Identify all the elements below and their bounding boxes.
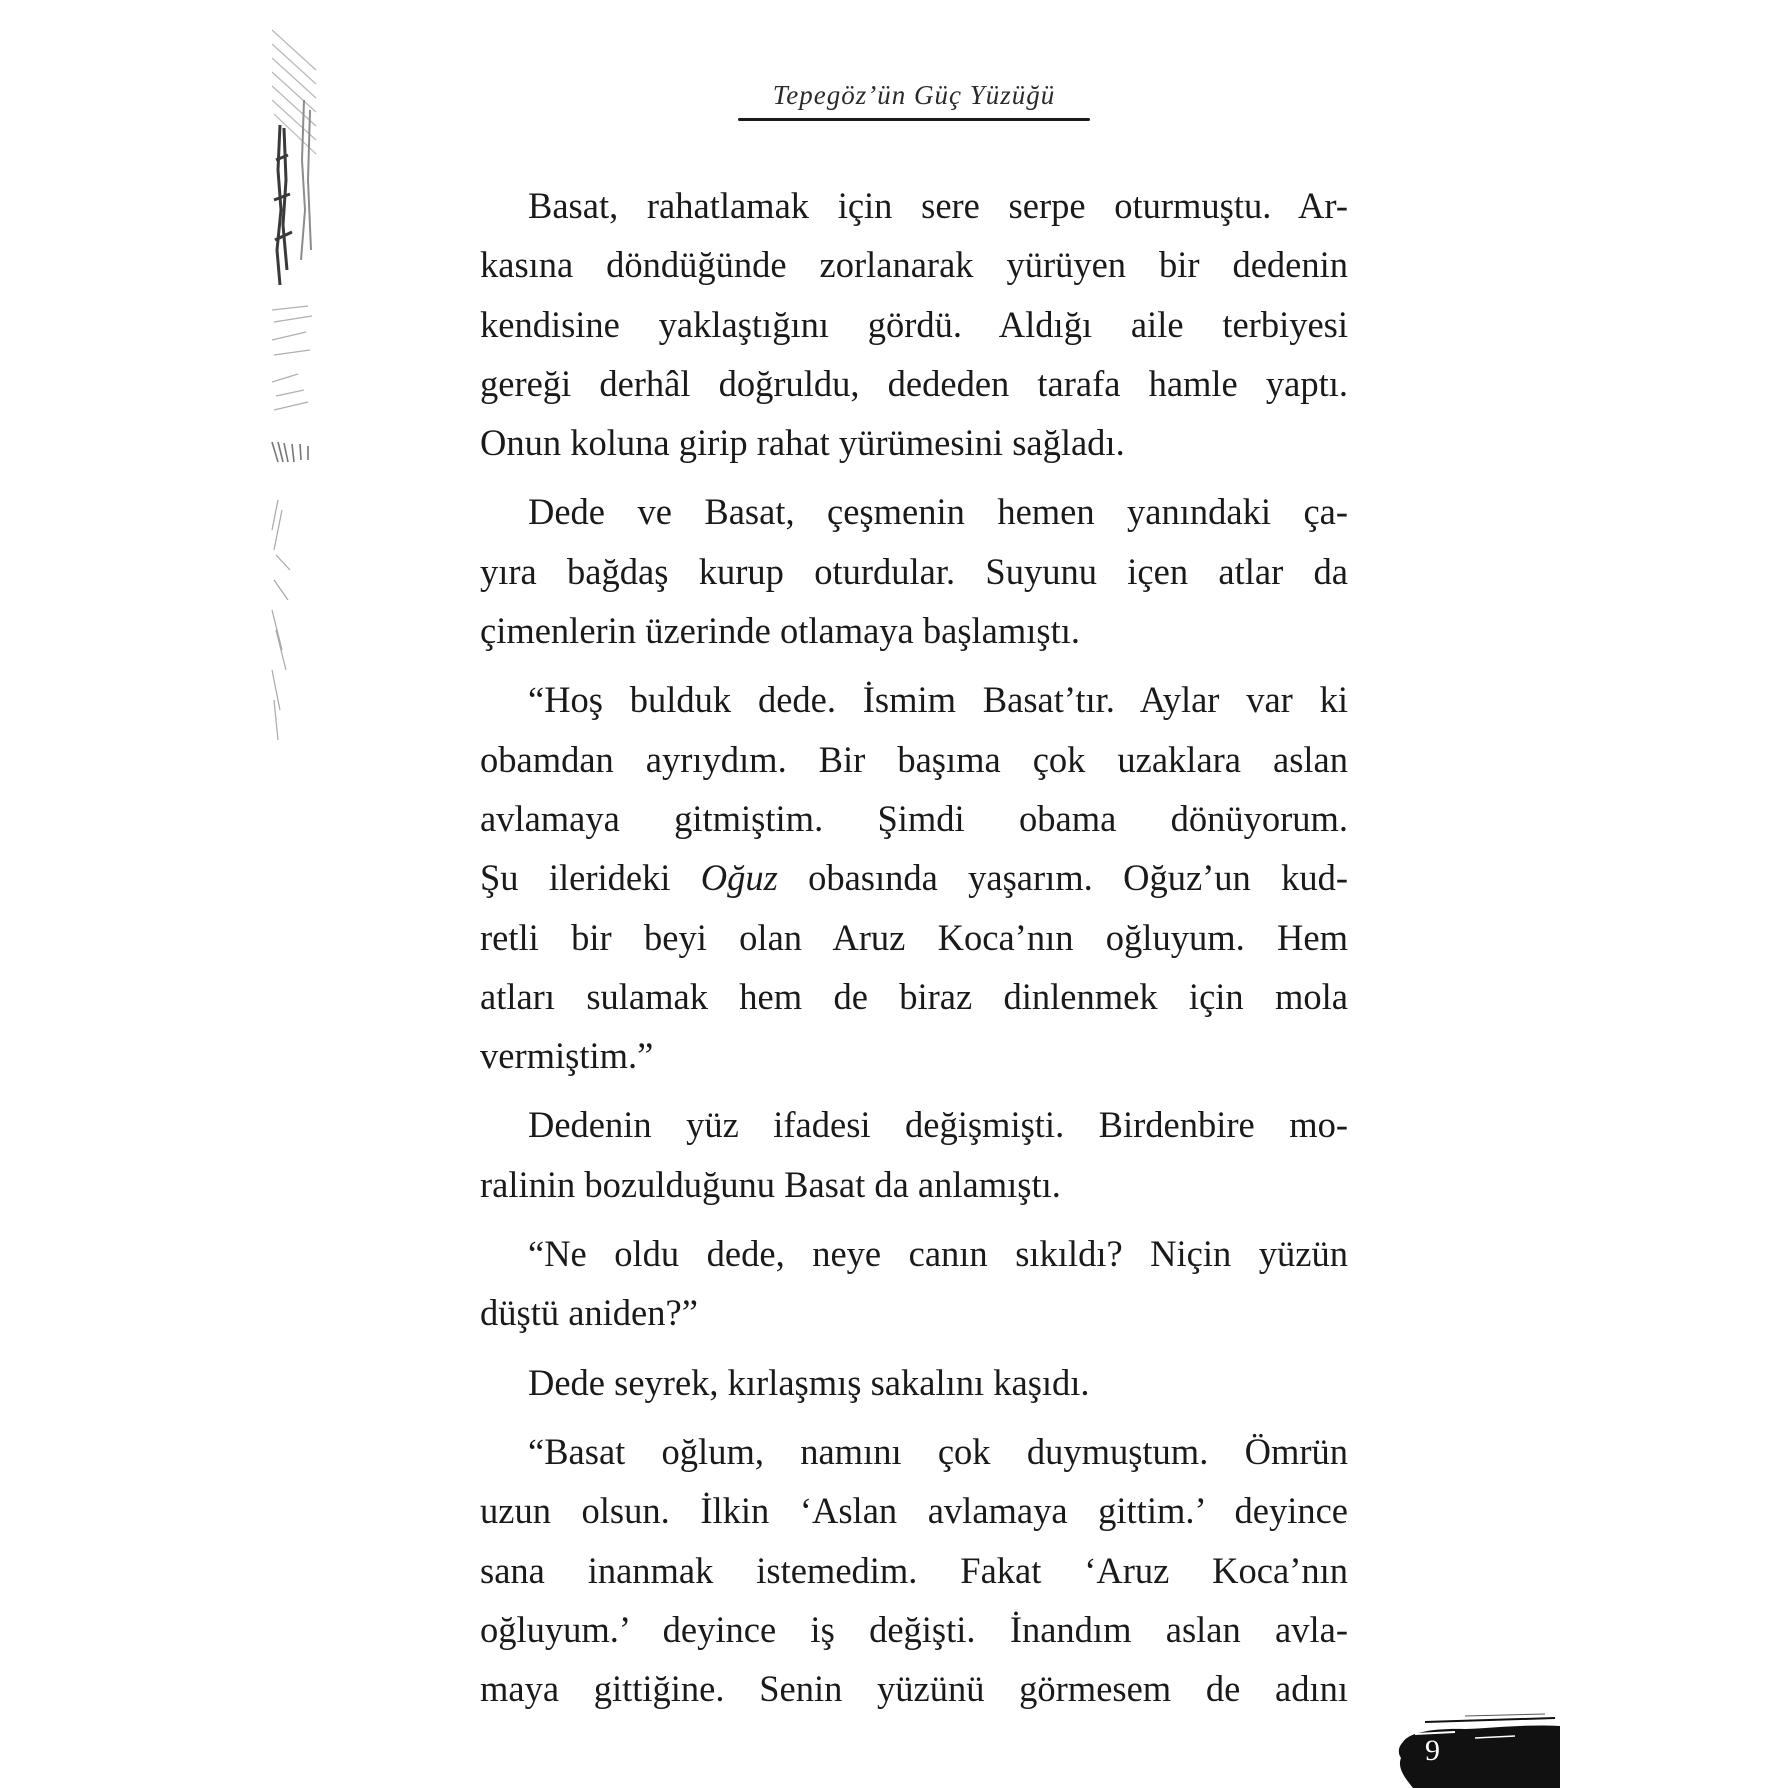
italic-term: Oğuz bbox=[700, 857, 778, 899]
paragraph bbox=[480, 1095, 1348, 1214]
text-line: oğluyum.’ deyince iş değişti. İnandım aslan avla- bbox=[480, 1608, 1348, 1650]
text-line: obamdan ayrıydım. Bir başıma çok uzaklara aslan bbox=[480, 738, 1348, 780]
text-line: kasına döndüğünde zorlanarak yürüyen bir dedenin bbox=[480, 244, 1348, 286]
text-line: Onun koluna girip rahat yürümesini sağladı. bbox=[480, 422, 1125, 464]
text-line: düştü aniden?” bbox=[480, 1292, 698, 1334]
running-head-rule bbox=[738, 118, 1090, 121]
paragraph bbox=[480, 482, 1348, 660]
text-line: sana inanmak istemedim. Fakat ‘Aruz Koca’nın bbox=[480, 1549, 1348, 1591]
text-line: Dedenin yüz ifadesi değişmişti. Birdenbire mo- bbox=[528, 1104, 1348, 1146]
paragraph bbox=[480, 176, 1348, 472]
paragraph bbox=[480, 1224, 1348, 1343]
text-line: atları sulamak hem de biraz dinlenmek için mola bbox=[480, 975, 1348, 1017]
text-line: “Hoş bulduk dede. İsmim Basat’tır. Aylar var ki bbox=[528, 679, 1348, 721]
text-line: çimenlerin üzerinde otlamaya başlamıştı. bbox=[480, 610, 1081, 652]
paragraph bbox=[480, 670, 1348, 1085]
margin-sketch-illustration bbox=[268, 10, 320, 750]
page-number: 9 bbox=[1425, 1734, 1440, 1767]
text-line: Şu ilerideki Oğuz obasında yaşarım. Oğuz’un kud- bbox=[480, 857, 1348, 899]
text-line: Basat, rahatlamak için sere serpe oturmuştu. Ar- bbox=[528, 185, 1348, 226]
text-line: “Ne oldu dede, neye canın sıkıldı? Niçin yüzün bbox=[528, 1233, 1348, 1275]
page-number-brush-mark bbox=[1395, 1712, 1560, 1788]
paragraph bbox=[480, 1422, 1348, 1718]
running-head-title: Tepegöz’ün Güç Yüzüğü bbox=[772, 80, 1056, 110]
text-line: avlamaya gitmiştim. Şimdi obama dönüyorum. bbox=[480, 797, 1348, 839]
text-line: maya gittiğine. Senin yüzünü görmesem de adını bbox=[480, 1668, 1348, 1710]
text-line: Dede ve Basat, çeşmenin hemen yanındaki ça- bbox=[528, 491, 1348, 533]
text-line: kendisine yaklaştığını gördü. Aldığı aile terbiyesi bbox=[480, 303, 1348, 345]
body-text bbox=[480, 176, 1348, 1728]
text-line: uzun olsun. İlkin ‘Aslan avlamaya gittim.’ deyince bbox=[480, 1490, 1348, 1532]
text-line: vermiştim.” bbox=[480, 1035, 654, 1077]
text-line: gereği derhâl doğruldu, dededen tarafa hamle yaptı. bbox=[480, 362, 1348, 404]
paragraph bbox=[480, 1353, 1348, 1412]
text-line: yıra bağdaş kurup oturdular. Suyunu içen atlar da bbox=[480, 550, 1348, 592]
text-line: “Basat oğlum, namını çok duymuştum. Ömrün bbox=[528, 1430, 1348, 1472]
text-line: Dede seyrek, kırlaşmış sakalını kaşıdı. bbox=[528, 1361, 1090, 1403]
text-line: retli bir beyi olan Aruz Koca’nın oğluyum. Hem bbox=[480, 916, 1348, 958]
text-line: ralinin bozulduğunu Basat da anlamıştı. bbox=[480, 1163, 1061, 1205]
